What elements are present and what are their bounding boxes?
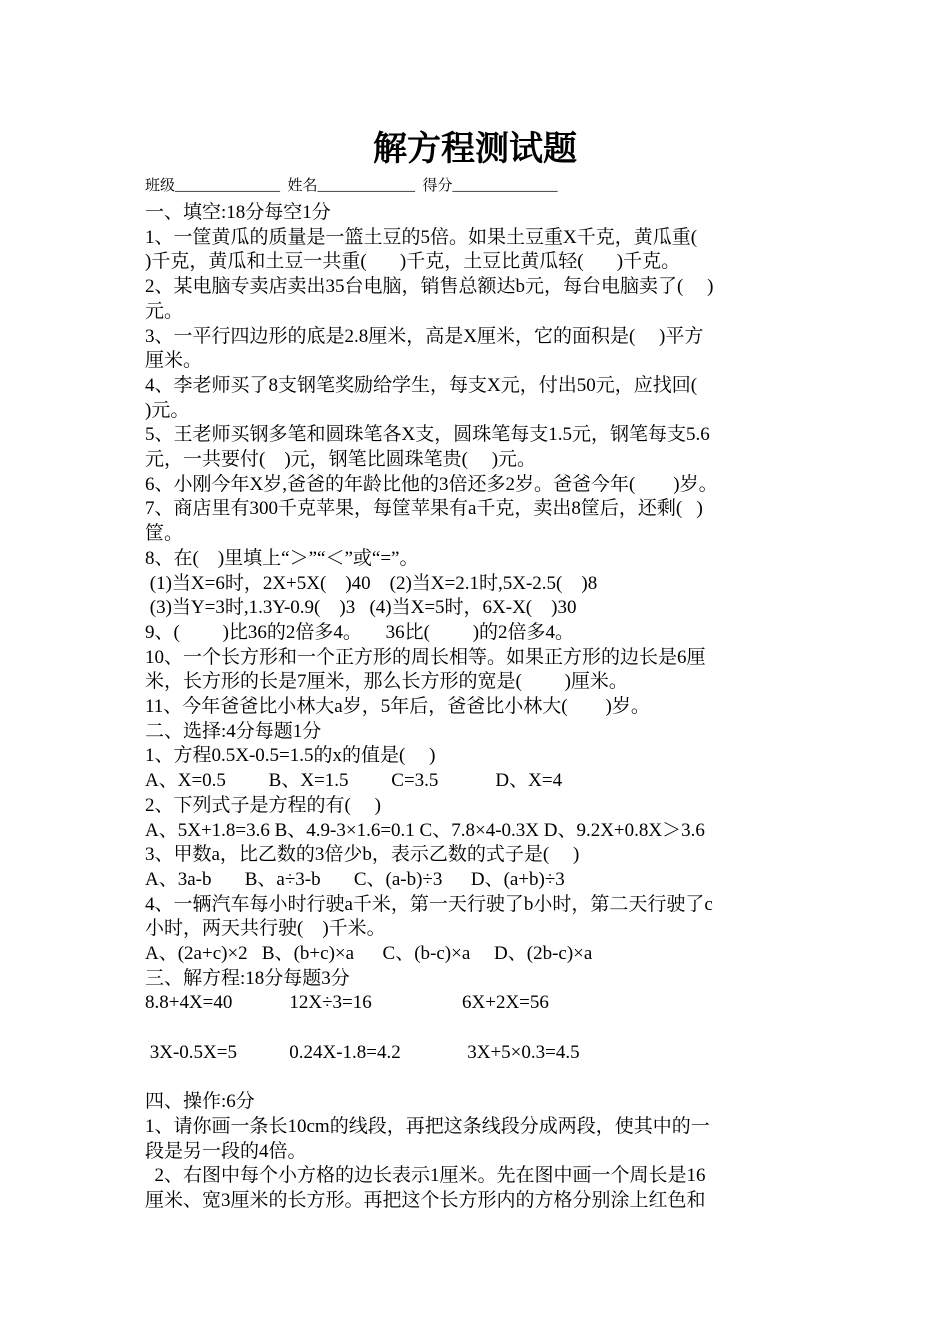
text-line: 三、解方程:18分每题3分 <box>145 967 350 989</box>
text-line: 5、王老师买钢多笔和圆珠笔各X支，圆珠笔每支1.5元，钢笔每支5.6 <box>145 424 710 446</box>
score-field-label: 得分______________ <box>422 178 558 194</box>
text-line: 2、下列式子是方程的有( ) <box>145 794 381 816</box>
text-line: 厘米。 <box>145 350 203 372</box>
text-line: 9、( )比36的2倍多4。 36比( )的2倍多4。 <box>145 621 575 643</box>
text-line: A、3a-b B、a÷3-b C、(a-b)÷3 D、(a+b)÷3 <box>145 868 565 890</box>
text-line: 1、请你画一条长10cm的线段，再把这条线段分成两段，使其中的一 <box>145 1115 710 1137</box>
text-line: 3X-0.5X=5 0.24X-1.8=4.2 3X+5×0.3=4.5 <box>145 1041 580 1063</box>
text-line: 米，长方形的长是7厘米，那么长方形的宽是( )厘米。 <box>145 671 628 693</box>
page-title: 解方程测试题 <box>373 131 577 168</box>
text-line: 3、甲数a，比乙数的3倍少b，表示乙数的式子是( ) <box>145 844 580 866</box>
text-line: 2、某电脑专卖店卖出35台电脑，销售总额达b元，每台电脑卖了( ) <box>145 276 714 298</box>
student-info-row <box>145 176 558 196</box>
text-line: 7、商店里有300千克苹果，每筐苹果有a千克，卖出8筐后，还剩( ) <box>145 498 703 520</box>
text-line: 4、李老师买了8支钢笔奖励给学生，每支X元，付出50元，应找回( <box>145 374 698 396</box>
text-line: A、5X+1.8=3.6 B、4.9-3×1.6=0.1 C、7.8×4-0.3X D、9.2X+0.8X＞3.6 <box>145 819 705 841</box>
text-line: (3)当Y=3时,1.3Y-0.9( )3 (4)当X=5时，6X-X( )30 <box>145 597 577 619</box>
text-line: A、X=0.5 B、X=1.5 C=3.5 D、X=4 <box>145 770 563 792</box>
text-line: 8.8+4X=40 12X÷3=16 6X+2X=56 <box>145 992 549 1014</box>
text-line: )千克，黄瓜和土豆一共重( )千克，土豆比黄瓜轻( )千克。 <box>145 251 681 273</box>
text-line: 1、一筐黄瓜的质量是一篮土豆的5倍。如果土豆重X千克，黄瓜重( <box>145 226 698 248</box>
text-line: 1、方程0.5X-0.5=1.5的x的值是( ) <box>145 745 436 767</box>
text-line: A、(2a+c)×2 B、(b+c)×a C、(b-c)×a D、(2b-c)×a <box>145 943 593 964</box>
text-line: 一、填空:18分每空1分 <box>145 202 331 223</box>
text-line: 6、小刚今年X岁,爸爸的年龄比他的3倍还多2岁。爸爸今年( )岁。 <box>145 473 718 495</box>
text-line: 元。 <box>145 300 184 322</box>
text-line: 元，一共要付( )元，钢笔比圆珠笔贵( )元。 <box>145 449 537 470</box>
text-line: 段是另一段的4倍。 <box>145 1140 307 1162</box>
text-line: 10、一个长方形和一个正方形的周长相等。如果正方形的边长是6厘 <box>145 646 706 668</box>
text-line: 2、右图中每个小方格的边长表示1厘米。先在图中画一个周长是16 <box>145 1165 706 1187</box>
text-line: 小时，两天共行驶( )千米。 <box>145 918 386 940</box>
text-line: 二、选择:4分每题1分 <box>145 720 322 742</box>
text-line: 厘米、宽3厘米的长方形。再把这个长方形内的方格分别涂上红色和 <box>145 1190 706 1211</box>
text-line: 3、一平行四边形的底是2.8厘米，高是X厘米，它的面积是( )平方 <box>145 325 704 347</box>
text-line: 筐。 <box>145 523 184 545</box>
text-line: 8、在( )里填上“＞”“＜”或“=”。 <box>145 547 419 569</box>
class-field-label: 班级______________ <box>145 178 281 194</box>
text-line: 四、操作:6分 <box>145 1091 255 1113</box>
name-field-label: 姓名_____________ <box>287 178 416 194</box>
text-line: )元。 <box>145 399 190 421</box>
text-line: (1)当X=6时，2X+5X( )40 (2)当X=2.1时,5X-2.5( )8 <box>145 572 598 594</box>
text-line: 4、一辆汽车每小时行驶a千米，第一天行驶了b小时，第二天行驶了c <box>145 893 713 915</box>
text-line: 11、今年爸爸比小林大a岁，5年后，爸爸比小林大( )岁。 <box>145 696 650 717</box>
